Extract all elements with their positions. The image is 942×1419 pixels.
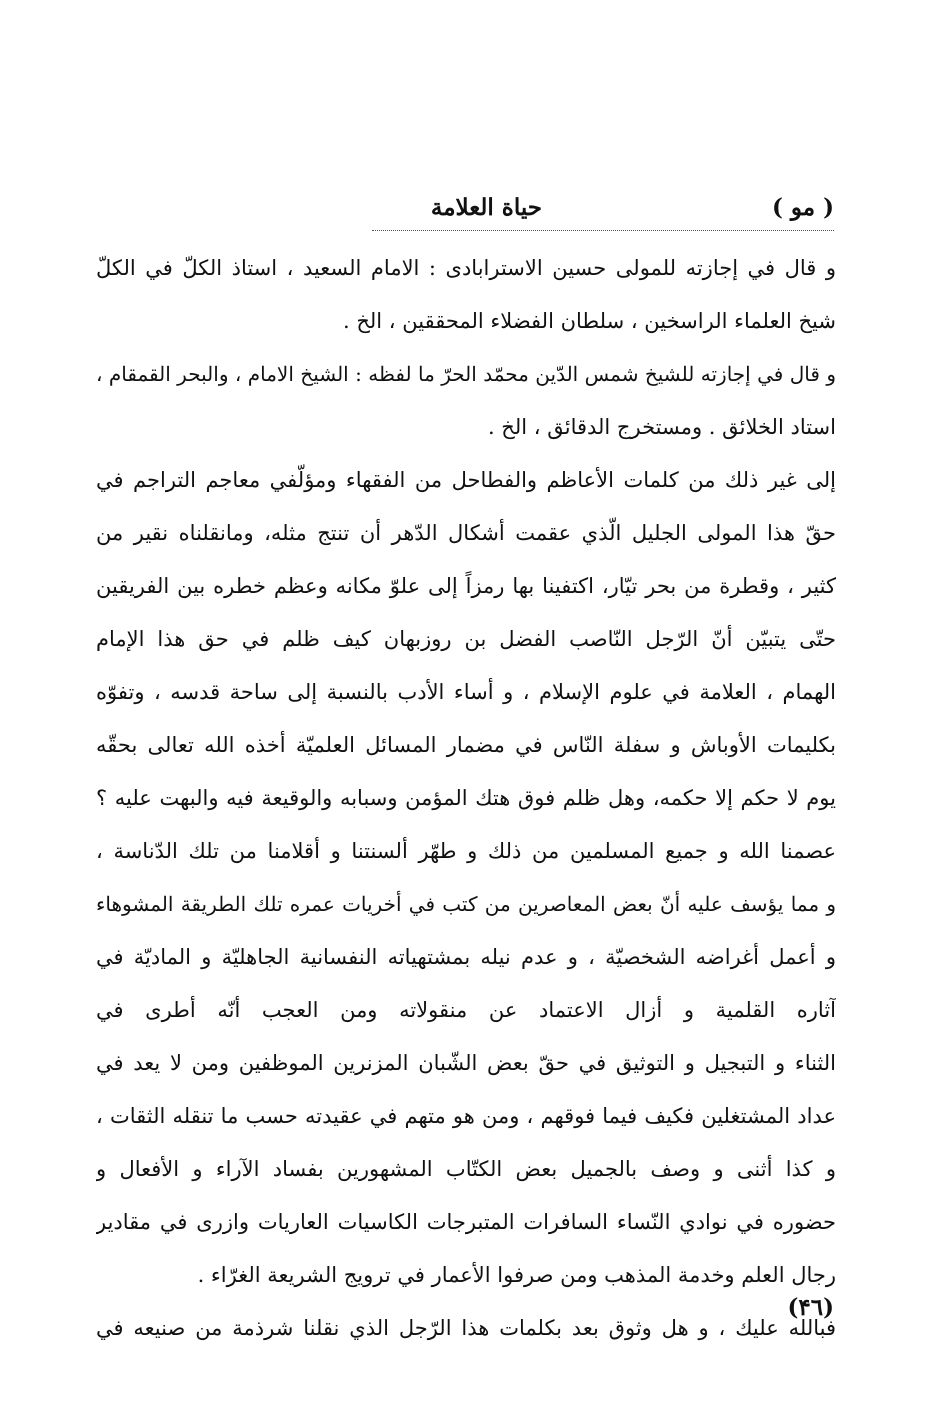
text-line: و قال في إجازته للشيخ شمس الدّين محمّد الحرّ ما لفظه : الشيخ الامام ، والبحر القمقام ، (96, 362, 836, 386)
header-section-marker: ( مو ) (772, 194, 834, 221)
text-line: شيخ العلماء الراسخين ، سلطان الفضلاء المحققين ، الخ . (342, 309, 836, 333)
body-text (96, 242, 836, 1355)
text-line: إلى غير ذلك من كلمات الأعاظم والفطاحل من الفقهاء ومؤلّفي معاجم التراجم في (96, 468, 836, 492)
text-line: و أعمل أغراضه الشخصيّة ، و عدم نيله بمشتهياته النفسانية الجاهليّة و الماديّة في (96, 945, 836, 969)
text-line: رجال العلم وخدمة المذهب ومن صرفوا الأعمار في ترويج الشريعة الغرّاء . (197, 1263, 836, 1287)
text-line: الثناء و التبجيل و التوثيق في حقّ بعض الشّبان المزنرين الموظفين ومن لا يعد في (96, 1051, 836, 1075)
header-divider (372, 230, 834, 231)
text-line: حتّى يتبيّن أنّ الرّجل النّاصب الفضل بن روزبهان كيف ظلم في حق هذا الإمام (96, 627, 836, 651)
text-line: عداد المشتغلين فكيف فيما فوقهم ، ومن هو متهم في عقيدته حسب ما تنقله الثقات ، (96, 1104, 836, 1128)
text-line: يوم لا حكم إلا حكمه، وهل ظلم فوق هتك المؤمن وسبابه والوقيعة فيه والبهت عليه ؟ (96, 786, 836, 810)
page-number: (۴٦) (787, 1294, 834, 1321)
text-line: و مما يؤسف عليه أنّ بعض المعاصرين من كتب في أخريات عمره تلك الطريقة المشوهاء (96, 892, 836, 916)
text-line: كثير ، وقطرة من بحر تيّار، اكتفينا بها رمزاً إلى علوّ مكانه وعظم خطره بين الفريقين (96, 574, 836, 598)
text-line: الهمام ، العلامة في علوم الإسلام ، و أساء الأدب بالنسبة إلى ساحة قدسه ، وتفوّه (96, 680, 836, 704)
text-line: آثاره القلمية و أزال الاعتماد عن منقولاته ومن العجب أنّه أطرى في (96, 998, 836, 1022)
text-line: حقّ هذا المولى الجليل الّذي عقمت أشكال الدّهر أن تنتج مثله، ومانقلناه نقير من (96, 521, 836, 545)
text-line: و قال في إجازته للمولى حسين الاسترابادى : الامام السعيد ، استاذ الكلّ في الكلّ (96, 256, 836, 280)
running-header (372, 188, 834, 232)
text-line: و كذا أثنى و وصف بالجميل بعض الكتّاب المشهورين بفساد الآراء و الأفعال و (96, 1157, 836, 1181)
text-line: استاد الخلائق . ومستخرج الدقائق ، الخ . (487, 415, 836, 439)
text-line: بكليمات الأوباش و سفلة النّاس في مضمار المسائل العلميّة أخذه الله تعالى بحقّه (96, 733, 836, 757)
text-line: حضوره في نوادي النّساء السافرات المتبرجات الكاسيات العاريات وازرى في مقادير (96, 1210, 836, 1234)
text-line: عصمنا الله و جميع المسلمين من ذلك و طهّر ألسنتنا و أقلامنا من تلك الدّناسة ، (96, 839, 836, 863)
header-title: حياة العلامة (430, 194, 542, 221)
text-line: فبالله عليك ، و هل وثوق بعد بكلمات هذا الرّجل الذي نقلنا شرذمة من صنيعه في (96, 1316, 836, 1340)
